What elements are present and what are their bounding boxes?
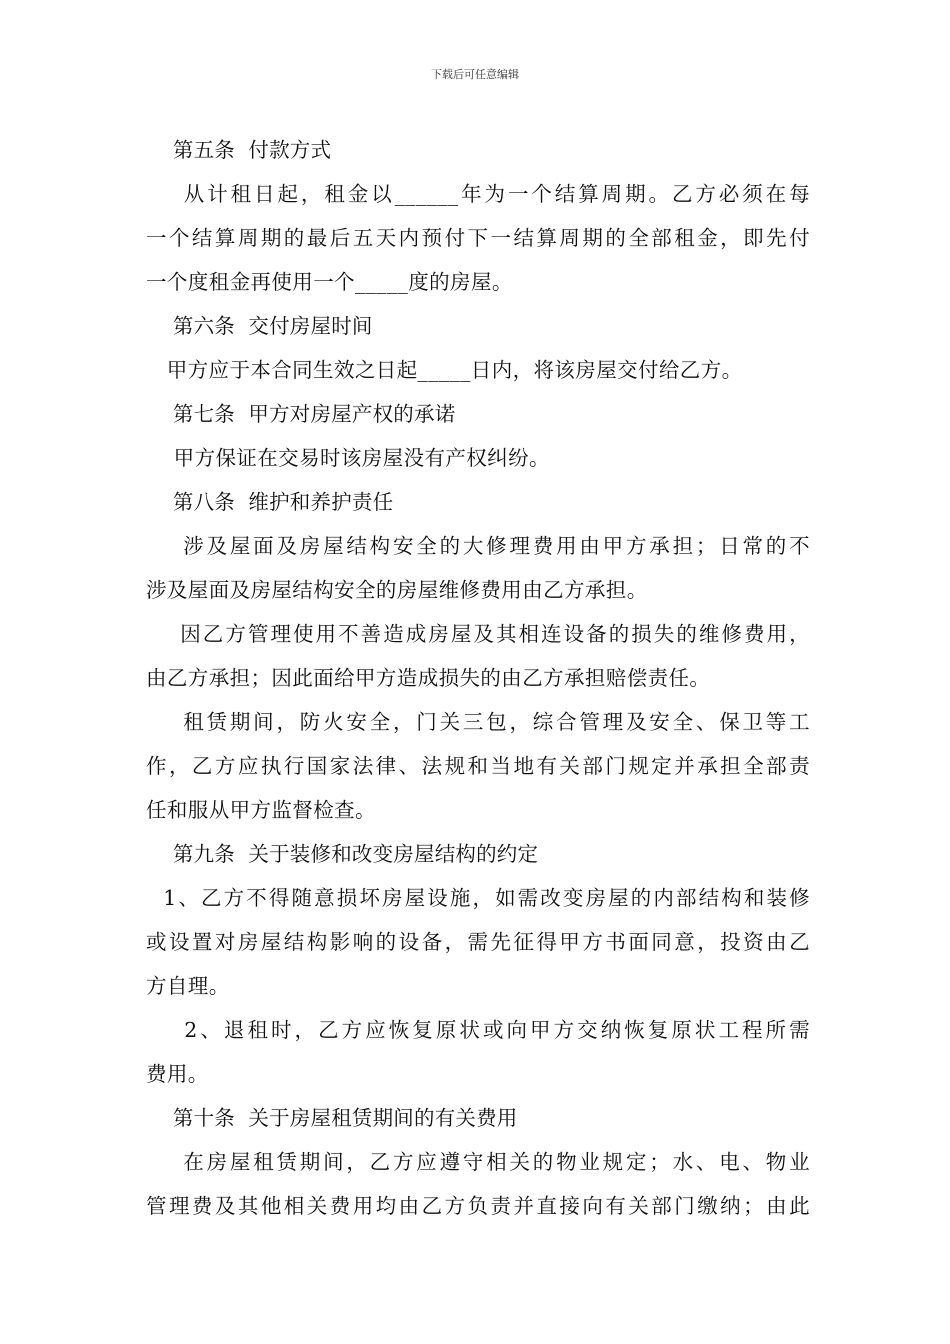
- paragraph-line: 涉及屋面及房屋结构安全的房屋维修费用由乙方承担。: [146, 578, 648, 602]
- paragraph-line: 因乙方管理使用不善造成房屋及其相连设备的损失的维修费用，: [146, 622, 810, 646]
- paragraph-line: 甲方应于本合同生效之日起_____日内，将该房屋交付给乙方。: [146, 358, 743, 382]
- article-6-heading: 第六条 交付房屋时间: [146, 314, 373, 338]
- document-body: [146, 128, 810, 1228]
- paragraph-line: 租赁期间，防火安全，门关三包，综合管理及安全、保卫等工: [146, 710, 810, 734]
- paragraph-line: 费用。: [146, 1062, 209, 1086]
- paragraph-line: 管理费及其他相关费用均由乙方负责并直接向有关部门缴纳；由此: [146, 1194, 810, 1218]
- paragraph-line: 一个结算周期的最后五天内预付下一结算周期的全部租金，即先付: [146, 226, 810, 250]
- paragraph-line: 由乙方承担；因此面给甲方造成损失的由乙方承担赔偿责任。: [146, 666, 711, 690]
- article-9-heading: 第九条 关于装修和改变房屋结构的约定: [146, 842, 539, 866]
- article-10-heading: 第十条 关于房屋租赁期间的有关费用: [146, 1106, 518, 1130]
- paragraph-line: 甲方保证在交易时该房屋没有产权纠纷。: [146, 446, 550, 470]
- paragraph-line: 任和服从甲方监督检查。: [146, 798, 376, 822]
- article-7-heading: 第七条 甲方对房屋产权的承诺: [146, 402, 456, 426]
- paragraph-line: 从计租日起，租金以______年为一个结算周期。乙方必须在每: [146, 182, 810, 206]
- paragraph-line: 1、乙方不得随意损坏房屋设施，如需改变房屋的内部结构和装修: [146, 886, 810, 910]
- paragraph-line: 一个度租金再使用一个_____度的房屋。: [146, 270, 513, 294]
- paragraph-line: 或设置对房屋结构影响的设备，需先征得甲方书面同意，投资由乙: [146, 930, 810, 954]
- article-5-heading: 第五条 付款方式: [146, 138, 332, 162]
- paragraph-line: 2、退租时，乙方应恢复原状或向甲方交纳恢复原状工程所需: [146, 1018, 810, 1042]
- paragraph-line: 在房屋租赁期间，乙方应遵守相关的物业规定；水、电、物业: [146, 1150, 810, 1174]
- paragraph-line: 涉及屋面及房屋结构安全的大修理费用由甲方承担；日常的不: [146, 534, 810, 558]
- paragraph-line: 方自理。: [146, 974, 230, 998]
- article-8-heading: 第八条 维护和养护责任: [146, 490, 394, 514]
- paragraph-line: 作，乙方应执行国家法律、法规和当地有关部门规定并承担全部责: [146, 754, 810, 778]
- page-header: 下载后可任意编辑: [431, 68, 519, 81]
